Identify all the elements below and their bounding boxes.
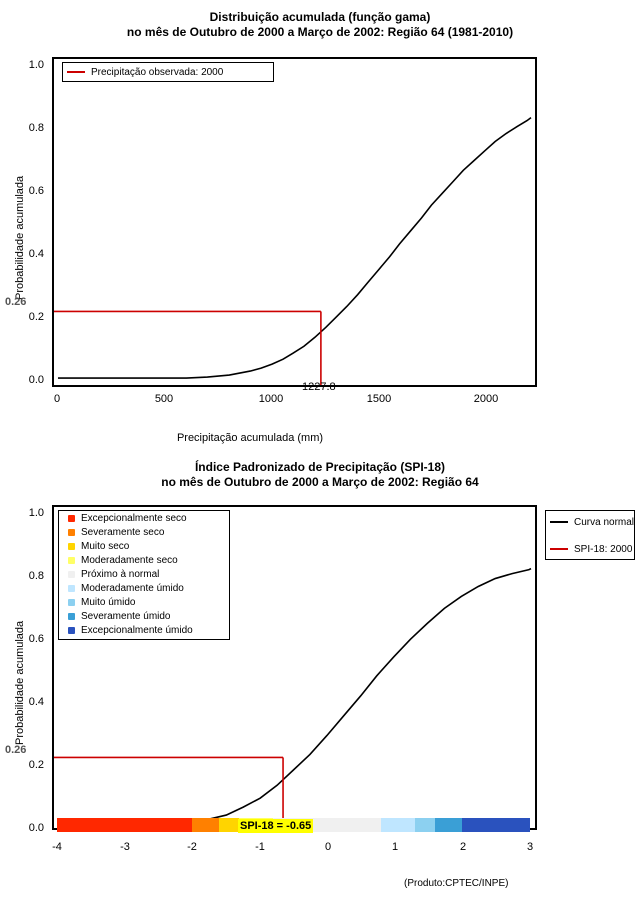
- legend-label-sev-umido: Severamente úmido: [81, 610, 171, 622]
- top-ytick-0: 0.0: [28, 374, 44, 386]
- top-precip-annotation: 1227.8: [302, 381, 336, 393]
- square-marker-icon: [68, 627, 75, 634]
- top-xtick-1000: 1000: [258, 393, 284, 405]
- legend-label-sev-seco: Severamente seco: [81, 526, 165, 538]
- square-marker-icon: [68, 543, 75, 550]
- square-marker-icon: [68, 585, 75, 592]
- legend-item-exc-umido: [59, 623, 229, 637]
- bottom-xtick-m4: -4: [52, 841, 62, 853]
- line-swatch-icon: [550, 521, 568, 523]
- top-ytick-04: 0.4: [28, 248, 44, 260]
- legend-label-exc-seco: Excepcionalmente seco: [81, 512, 187, 524]
- bottom-x-axis-label: [0, 873, 290, 885]
- bottom-xtick-m3: -3: [120, 841, 130, 853]
- bottom-chart-title-line2: no mês de Outubro de 2000 a Março de 2002: Região 64: [161, 475, 479, 489]
- square-marker-icon: [68, 613, 75, 620]
- bottom-xtick-2: 2: [459, 841, 467, 853]
- top-ytick-06: 0.6: [28, 185, 44, 197]
- colorbar-seg-muito-umido: [415, 818, 435, 832]
- top-chart-title-line1: Distribuição acumulada (função gama): [209, 10, 431, 24]
- spi-value-badge: SPI-18 = -0.65: [240, 820, 312, 832]
- bottom-ytick-1: 1.0: [28, 507, 44, 519]
- top-xtick-0: 0: [53, 393, 61, 405]
- bottom-ytick-04: 0.4: [28, 696, 44, 708]
- bottom-ytick-06: 0.6: [28, 633, 44, 645]
- legend-item-muito-umido: [59, 595, 229, 609]
- legend-item-exc-seco: [59, 511, 229, 525]
- legend-label-muito-seco: Muito seco: [81, 540, 130, 552]
- bottom-chart-title: [0, 460, 640, 490]
- bottom-xtick-1: 1: [391, 841, 399, 853]
- top-ytick-1: 1.0: [28, 59, 44, 71]
- legend-label-exc-umido: Excepcionalmente úmido: [81, 624, 193, 636]
- legend-item-mod-umido: [59, 581, 229, 595]
- bottom-ytick-08: 0.8: [28, 570, 44, 582]
- bottom-prob-annotation: 0.26: [5, 744, 27, 756]
- square-marker-icon: [68, 515, 75, 522]
- spi-category-legend: [58, 510, 230, 640]
- top-plot-area: [52, 57, 537, 387]
- legend-item-mod-seco: [59, 553, 229, 567]
- colorbar-seg-muito-seco: [219, 818, 239, 832]
- bottom-ytick-0: 0.0: [28, 822, 44, 834]
- legend-label-spi-2000: SPI-18: 2000: [574, 543, 633, 555]
- colorbar-seg-mod-umido: [381, 818, 415, 832]
- colorbar-seg-sev-seco: [192, 818, 219, 832]
- legend-label-curva-normal: Curva normal: [574, 516, 635, 528]
- legend-item-curva-normal: [546, 514, 634, 530]
- top-legend: [62, 62, 274, 82]
- square-marker-icon: [68, 599, 75, 606]
- legend-label-mod-seco: Moderadamente seco: [81, 554, 178, 566]
- square-marker-icon: [68, 529, 75, 536]
- bottom-chart-title-line1: Índice Padronizado de Precipitação (SPI-18): [194, 460, 446, 474]
- bottom-xtick-0: 0: [324, 841, 332, 853]
- legend-label-muito-umido: Muito úmido: [81, 596, 136, 608]
- bottom-ytick-02: 0.2: [28, 759, 44, 771]
- product-credit: (Produto:CPTEC/INPE): [404, 878, 509, 889]
- colorbar-seg-sev-umido: [435, 818, 462, 832]
- top-y-axis-label: Probabilidade acumulada: [14, 175, 26, 300]
- top-xtick-2000: 2000: [473, 393, 499, 405]
- square-marker-icon: [68, 571, 75, 578]
- top-x-axis-label: Precipitação acumulada (mm): [176, 432, 324, 444]
- top-chart-title: [0, 10, 640, 40]
- legend-item-sev-seco: [59, 525, 229, 539]
- line-swatch-icon: [67, 71, 85, 73]
- top-ytick-02: 0.2: [28, 311, 44, 323]
- legend-item-muito-seco: [59, 539, 229, 553]
- square-marker-icon: [68, 557, 75, 564]
- legend-item-observed: [63, 63, 273, 81]
- top-prob-annotation: 0.26: [5, 296, 27, 308]
- legend-item-sev-umido: [59, 609, 229, 623]
- legend-label-mod-umido: Moderadamente úmido: [81, 582, 184, 594]
- top-xtick-1500: 1500: [366, 393, 392, 405]
- colorbar-seg-exc-seco: [57, 818, 192, 832]
- bottom-xtick-3: 3: [526, 841, 534, 853]
- legend-label-observed: Precipitação observada: 2000: [91, 66, 224, 78]
- bottom-xtick-m1: -1: [255, 841, 265, 853]
- top-chart-title-line2: no mês de Outubro de 2000 a Março de 2002: Região 64 (1981-2010): [126, 25, 514, 39]
- top-ytick-08: 0.8: [28, 122, 44, 134]
- bottom-y-axis-label: Probabilidade acumulada: [14, 620, 26, 745]
- legend-item-spi-2000: [546, 541, 634, 557]
- top-xtick-500: 500: [154, 393, 174, 405]
- spi-curve-legend: [545, 510, 635, 560]
- bottom-xtick-m2: -2: [187, 841, 197, 853]
- legend-item-proximo-normal: [59, 567, 229, 581]
- line-swatch-icon: [550, 548, 568, 550]
- legend-label-proximo-normal: Próximo à normal: [81, 568, 160, 580]
- colorbar-seg-exc-umido: [462, 818, 530, 832]
